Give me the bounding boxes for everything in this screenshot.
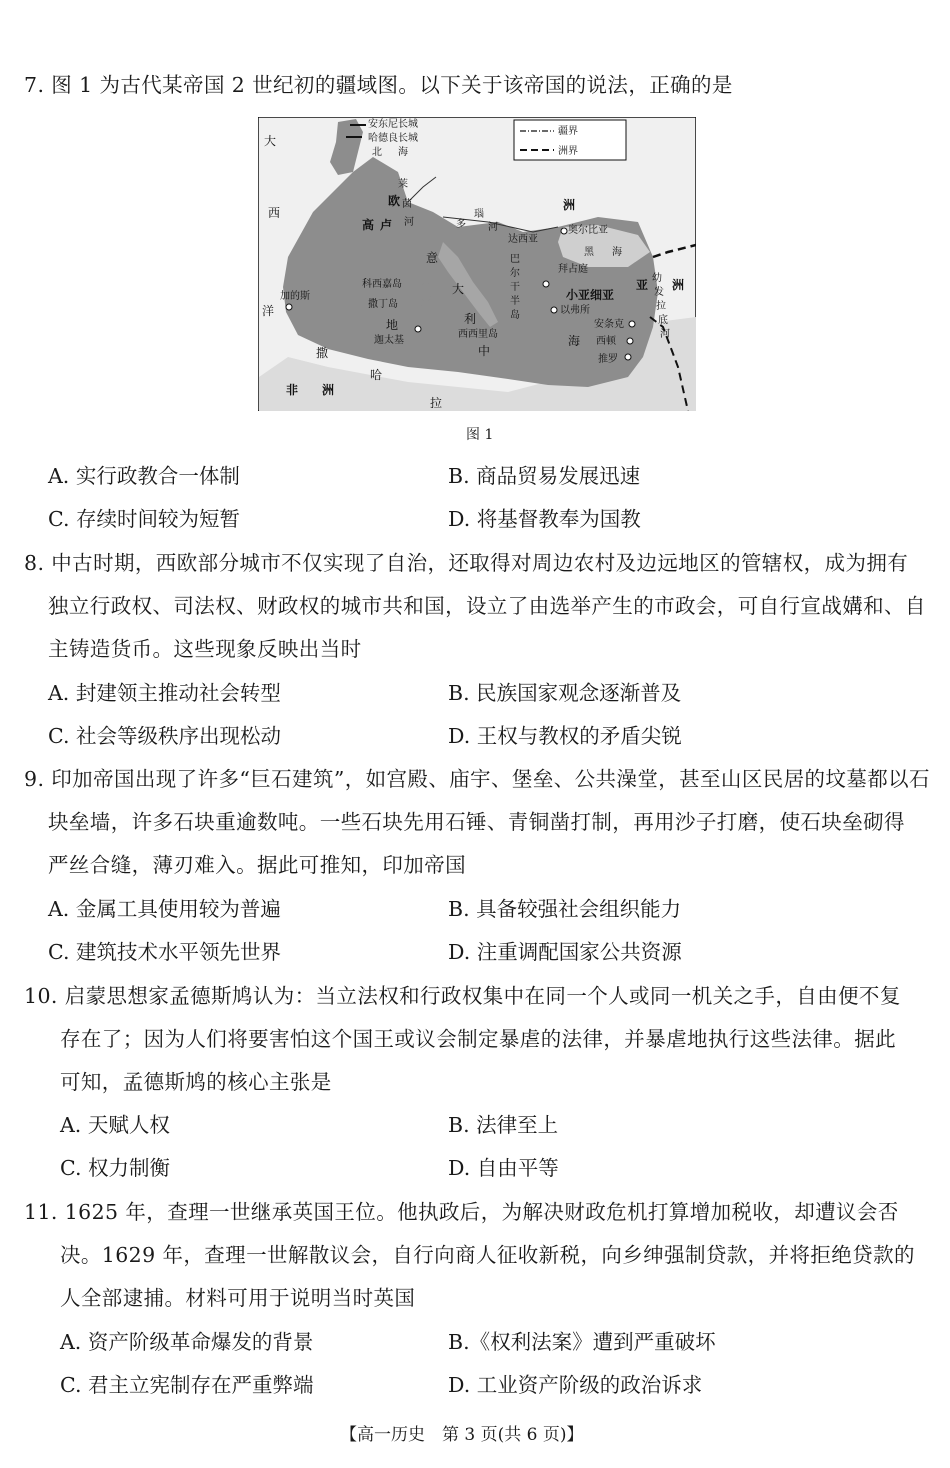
- q10-option-a[interactable]: A. 天赋人权: [60, 1113, 170, 1137]
- sardinia: [416, 305, 428, 329]
- q11-option-a[interactable]: A. 资产阶级革命爆发的背景: [60, 1330, 314, 1354]
- label-balkan-2: 尔: [510, 268, 520, 279]
- q9-option-c[interactable]: C. 建筑技术水平领先世界: [48, 940, 281, 964]
- q10-option-d[interactable]: D. 自由平等: [448, 1156, 559, 1180]
- q9-line-1: 9. 印加帝国出现了许多“巨石建筑”，如宫殿、庙宇、堡垒、公共澡堂，甚至山区民居的坟墓都以石: [24, 767, 930, 791]
- label-ephesus: 以弗所: [560, 305, 590, 316]
- carthage-dot: [415, 326, 421, 332]
- label-euphrates-3: 拉: [656, 301, 666, 312]
- label-med-hai: 海: [568, 334, 581, 348]
- q9-option-a[interactable]: A. 金属工具使用较为普遍: [48, 897, 281, 921]
- q8-line-1: 8. 中古时期，西欧部分城市不仅实现了自治，还取得对周边农村及边远地区的管辖权，成为拥有: [24, 551, 909, 575]
- label-olbia: 奥尔比亚: [568, 225, 608, 236]
- byzantium-dot: [543, 281, 549, 287]
- label-danube-1: 多: [456, 219, 466, 230]
- label-med-zhong: 中: [478, 344, 491, 358]
- corsica: [421, 282, 431, 302]
- label-balkan-3: 干: [510, 282, 520, 293]
- label-danube-3: 河: [488, 222, 498, 233]
- label-antonine-wall: 安东尼长城: [368, 119, 418, 130]
- label-asia-2: 洲: [672, 278, 685, 292]
- q8-line-2: 独立行政权、司法权、财政权的城市共和国，设立了由选举产生的市政会，可自行宣战媾和、自: [48, 594, 926, 618]
- cadiz-dot: [286, 304, 292, 310]
- label-rhine-1: 莱: [398, 179, 408, 190]
- label-black-2: 海: [612, 247, 622, 258]
- label-euphrates-5: 河: [660, 329, 670, 340]
- label-north-sea: 海: [398, 147, 408, 158]
- label-euphrates-4: 底: [658, 315, 668, 326]
- label-asia-1: 亚: [636, 278, 649, 292]
- label-europe-2: 洲: [563, 198, 576, 212]
- q7-option-b[interactable]: B. 商品贸易发展迅速: [448, 464, 641, 488]
- q8-line-3: 主铸造货币。这些现象反映出当时: [48, 637, 362, 661]
- label-north: 北: [372, 147, 382, 158]
- q11-line-3: 人全部逮捕。材料可用于说明当时英国: [60, 1286, 416, 1310]
- legend-continent-label: 洲界: [558, 146, 578, 157]
- sidon-dot: [627, 338, 633, 344]
- label-byzantium: 拜占庭: [558, 264, 588, 275]
- label-balkan-1: 巴: [510, 254, 520, 265]
- label-euphrates-2: 发: [654, 287, 664, 298]
- label-gaul-1: 高: [362, 218, 375, 232]
- label-sahara-1: 撒: [316, 346, 329, 360]
- label-atlantic-3: 洋: [262, 304, 275, 318]
- label-sicily: 西西里岛: [458, 329, 498, 340]
- label-africa-1: 非: [286, 383, 299, 397]
- label-sahara-2: 哈: [370, 368, 383, 382]
- label-sardinia: 撒丁岛: [368, 299, 398, 310]
- q9-line-2: 块垒墙，许多石块重逾数吨。一些石块先用石锤、青铜凿打制，再用沙子打磨，使石块垒砌得: [48, 810, 905, 834]
- q9-line-3: 严丝合缝，薄刃难入。据此可推知，印加帝国: [48, 853, 466, 877]
- q8-option-c[interactable]: C. 社会等级秩序出现松动: [48, 724, 281, 748]
- label-italy-3: 利: [464, 312, 477, 326]
- label-rhine-2: 茵: [402, 199, 412, 210]
- q11-option-b[interactable]: B.《权利法案》遭到严重破坏: [448, 1330, 716, 1354]
- label-balkan-4: 半: [510, 296, 520, 307]
- legend-border-label: 疆界: [558, 126, 578, 137]
- label-italy-1: 意: [426, 251, 439, 265]
- page-footer: 【高一历史 第 3 页(共 6 页)】: [340, 1425, 584, 1445]
- q11-option-d[interactable]: D. 工业资产阶级的政治诉求: [448, 1373, 703, 1397]
- label-corsica: 科西嘉岛: [362, 279, 402, 290]
- label-cadiz: 加的斯: [280, 291, 310, 302]
- q11-line-1: 11. 1625 年，查理一世继承英国王位。他执政后，为解决财政危机打算增加税收，却遭议会否: [24, 1200, 899, 1224]
- q11-line-2: 决。1629 年，查理一世解散议会，自行向商人征收新税，向乡绅强制贷款，并将拒绝贷款的: [60, 1243, 915, 1267]
- figure-caption: 图 1: [466, 427, 494, 443]
- label-tyre: 推罗: [598, 354, 618, 365]
- q7-option-a[interactable]: A. 实行政教合一体制: [48, 464, 240, 488]
- q10-line-3: 可知，孟德斯鸠的核心主张是: [60, 1070, 332, 1094]
- label-euphrates-1: 幼: [652, 273, 662, 284]
- label-sidon: 西顿: [596, 336, 616, 347]
- label-atlantic-1: 大: [264, 134, 277, 148]
- label-rhine-3: 河: [404, 217, 414, 228]
- label-hadrian-wall: 哈德良长城: [368, 133, 418, 144]
- label-europe-1: 欧: [388, 194, 401, 208]
- q9-option-b[interactable]: B. 具备较强社会组织能力: [448, 897, 682, 921]
- label-danube-2: 瑙: [474, 209, 484, 220]
- label-carthage: 迦太基: [374, 335, 404, 346]
- antioch-dot: [629, 321, 635, 327]
- roman-empire-map: [258, 117, 696, 411]
- label-sahara-3: 拉: [430, 396, 443, 410]
- label-italy-2: 大: [452, 282, 465, 296]
- q7-option-c[interactable]: C. 存续时间较为短暂: [48, 507, 240, 531]
- q10-line-2: 存在了；因为人们将要害怕这个国王或议会制定暴虐的法律，并暴虐地执行这些法律。据此: [60, 1027, 896, 1051]
- label-asia-minor: 小亚细亚: [566, 288, 615, 302]
- q10-option-c[interactable]: C. 权力制衡: [60, 1156, 170, 1180]
- q11-option-c[interactable]: C. 君主立宪制存在严重弊端: [60, 1373, 314, 1397]
- q8-option-b[interactable]: B. 民族国家观念逐渐普及: [448, 681, 682, 705]
- label-africa-2: 洲: [322, 383, 335, 397]
- label-dacia: 达西亚: [508, 234, 538, 245]
- q8-option-d[interactable]: D. 王权与教权的矛盾尖锐: [448, 724, 682, 748]
- label-antioch: 安条克: [594, 319, 624, 330]
- q8-option-a[interactable]: A. 封建领主推动社会转型: [48, 681, 281, 705]
- q7-stem: 7. 图 1 为古代某帝国 2 世纪初的疆域图。以下关于该帝国的说法，正确的是: [24, 73, 733, 97]
- tyre-dot: [625, 354, 631, 360]
- q9-option-d[interactable]: D. 注重调配国家公共资源: [448, 940, 682, 964]
- label-atlantic-2: 西: [268, 206, 281, 220]
- label-balkan-5: 岛: [510, 310, 520, 321]
- label-med-di: 地: [386, 318, 399, 332]
- ephesus-dot: [551, 307, 557, 313]
- q10-option-b[interactable]: B. 法律至上: [448, 1113, 559, 1137]
- olbia-dot: [561, 228, 567, 234]
- label-gaul-2: 卢: [380, 218, 393, 232]
- label-black-1: 黑: [584, 247, 594, 258]
- q7-option-d[interactable]: D. 将基督教奉为国教: [448, 507, 641, 531]
- q10-line-1: 10. 启蒙思想家孟德斯鸠认为：当立法权和行政权集中在同一个人或同一机关之手，自由便不复: [24, 984, 901, 1008]
